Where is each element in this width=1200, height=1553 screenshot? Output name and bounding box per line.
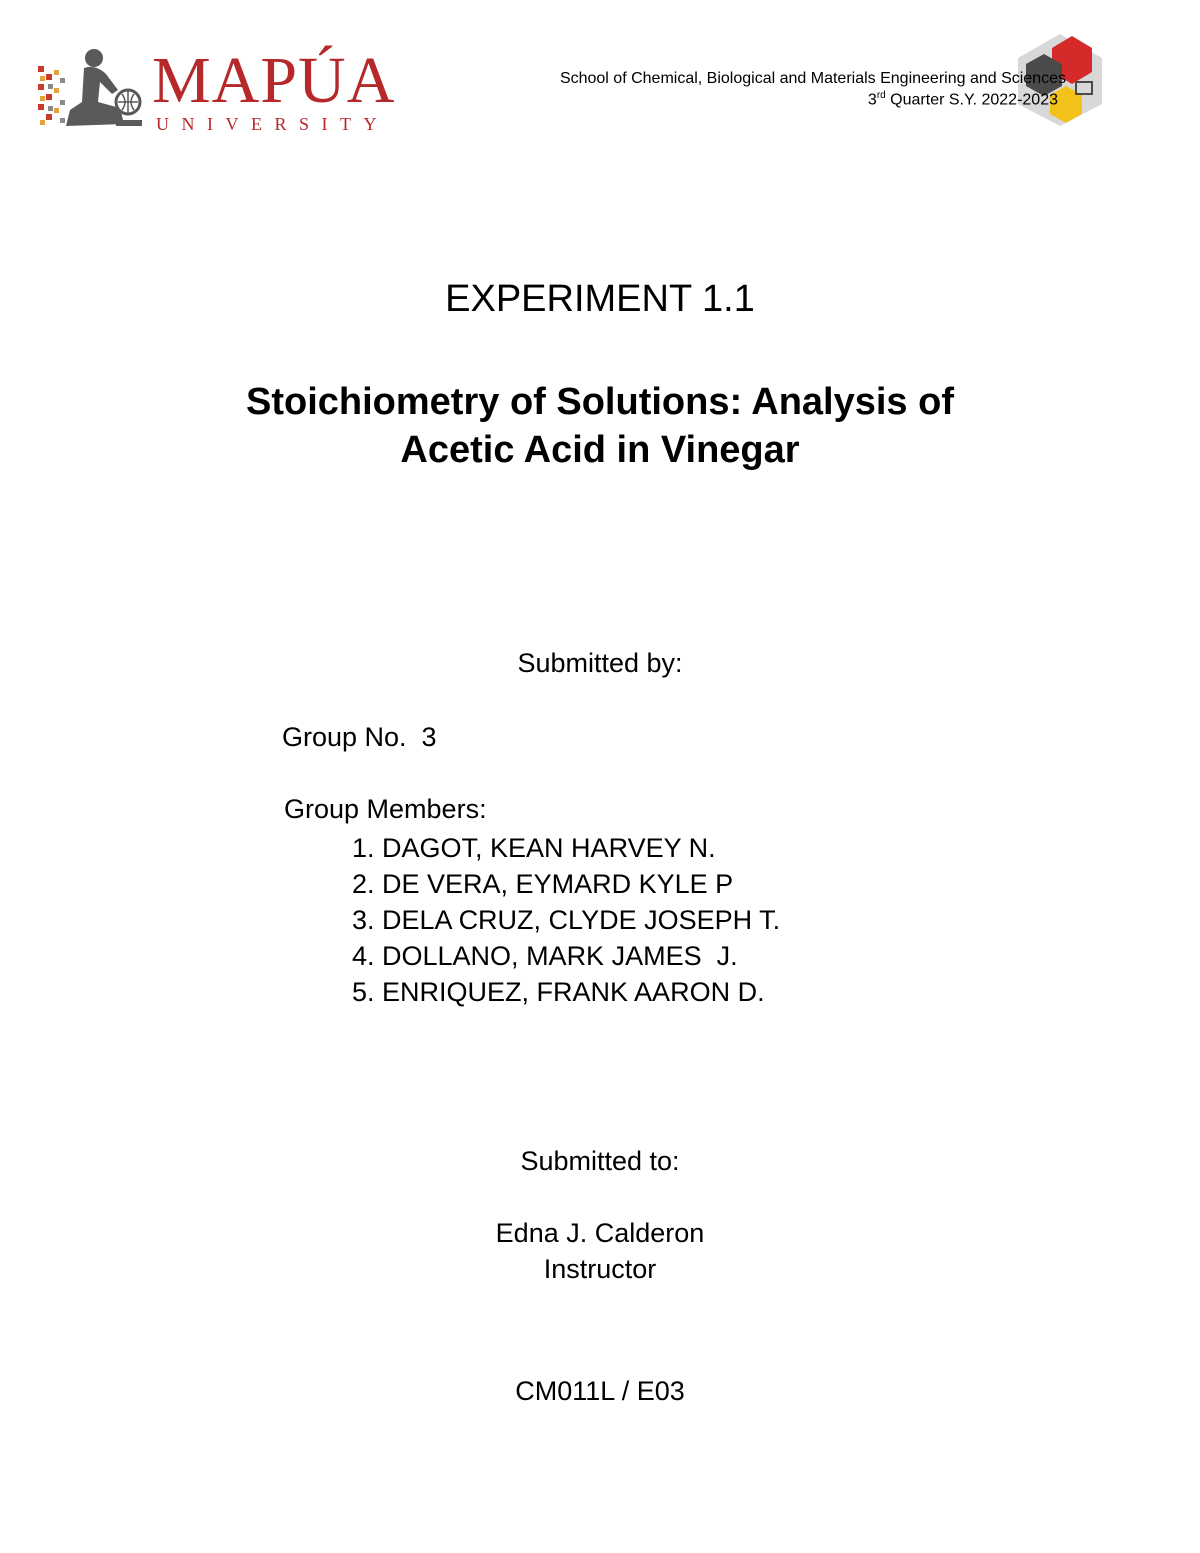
instructor-role: Instructor: [543, 1254, 657, 1284]
group-members-list: [352, 830, 780, 1010]
logo-name: MAPÚA: [152, 44, 396, 117]
submitted-by-label: Submitted by:: [517, 648, 683, 678]
list-item: 3. DELA CRUZ, CLYDE JOSEPH T.: [352, 905, 781, 935]
group-number: Group No. 3: [282, 722, 437, 752]
list-item: 5. ENRIQUEZ, FRANK AARON D.: [352, 977, 765, 1007]
list-item: 2. DE VERA, EYMARD KYLE P: [352, 869, 734, 899]
figure-with-globe-icon: [36, 44, 146, 136]
school-name: School of Chemical, Biological and Materials Engineering and Sciences: [559, 70, 1066, 87]
submitted-to-label: Submitted to:: [520, 1146, 680, 1176]
list-item: 1. DAGOT, KEAN HARVEY N.: [352, 833, 716, 863]
list-item: 4. DOLLANO, MARK JAMES J.: [352, 941, 738, 971]
quarter-rest: Quarter S.Y. 2022-2023: [885, 91, 1058, 109]
quarter-suffix: rd: [876, 90, 886, 101]
logo-wordmark: [152, 44, 396, 135]
school-year: [868, 90, 1058, 109]
group-members-label: Group Members:: [284, 794, 487, 824]
report-title-line-1: Stoichiometry of Solutions: Analysis of: [246, 381, 954, 423]
logo-subtitle: UNIVERSITY: [156, 114, 389, 134]
university-logo: [36, 44, 396, 136]
instructor-name: Edna J. Calderon: [495, 1218, 705, 1248]
report-title-line-2: Acetic Acid in Vinegar: [400, 429, 800, 471]
quarter-number: 3: [867, 91, 877, 109]
experiment-number: EXPERIMENT 1.1: [445, 278, 755, 320]
course-section: CM011L / E03: [515, 1376, 685, 1406]
report-title: [0, 378, 1200, 474]
